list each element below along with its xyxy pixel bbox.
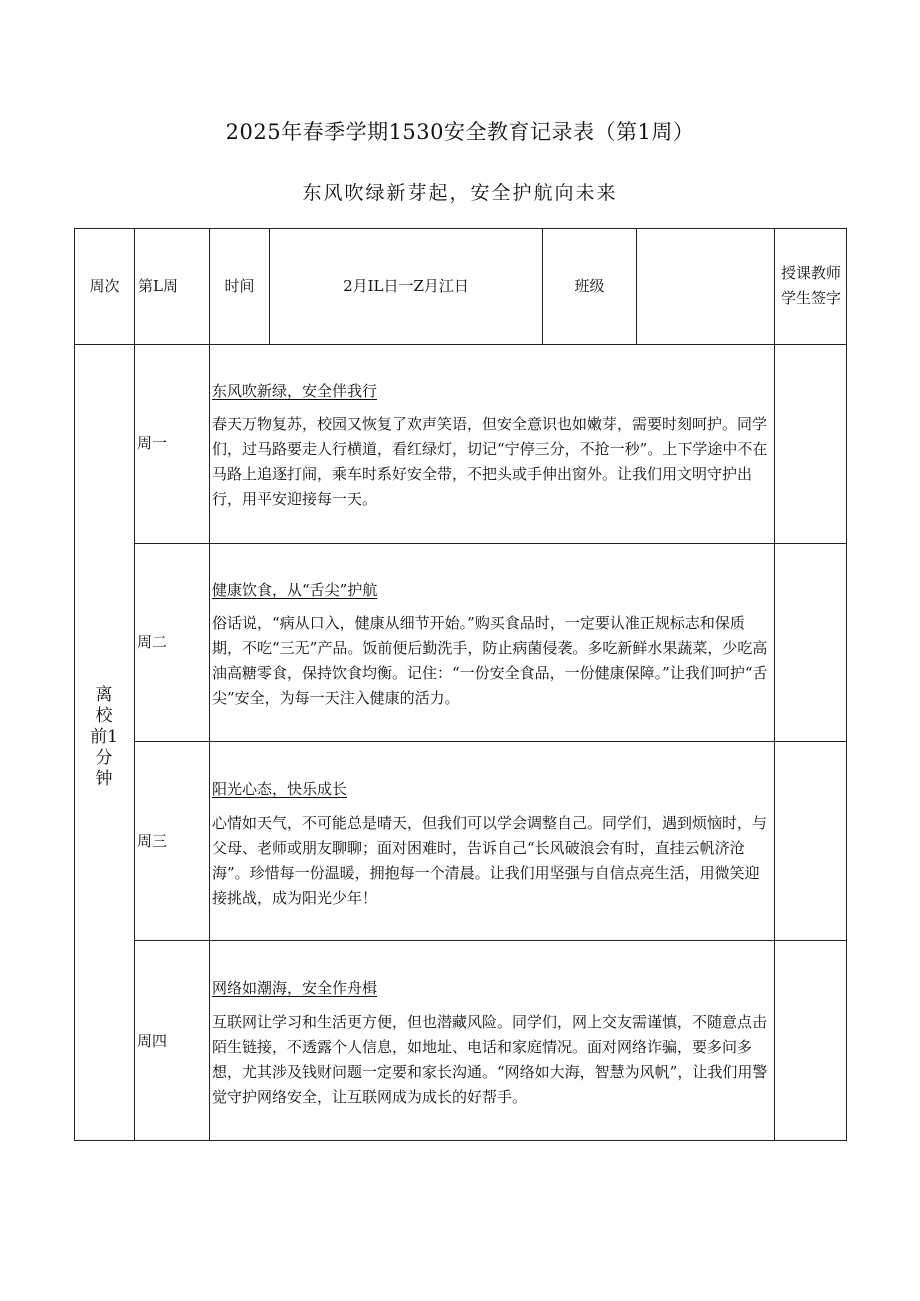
table-border-right [846, 228, 847, 1141]
class-value [637, 229, 774, 344]
time-label: 时间 [224, 277, 255, 295]
header-divider [74, 344, 847, 345]
body-col-line-2 [209, 344, 210, 1141]
class-label: 班级 [574, 277, 605, 295]
document-subtitle: 东风吹绿新芽起，安全护航向未来 [302, 182, 618, 204]
week-value: 第L周 [138, 277, 178, 295]
table-border-bottom [74, 1140, 847, 1141]
content-thu: 互联网让学习和生活更方便，但也潜藏风险。同学们，网上交友需谨慎，不随意点击陌生链接，不透露个人信息，如地址、电话和家庭情况。面对网络诈骗，要多问多想，尤其涉及钱财问题一定要和家长沟通。“网络如大海，智慧为风帆”，让我们用警觉守护网络安全，让互联网成为成长的好帮手。 [212, 1013, 768, 1106]
signature-label-teacher: 授课教师 [780, 264, 841, 282]
signature-cell-wed[interactable] [775, 742, 846, 940]
topic-mon: 东风吹新绿，安全伴我行 [212, 382, 378, 400]
day-label-wed: 周三 [137, 832, 168, 850]
topic-wed: 阳光心态，快乐成长 [212, 780, 348, 798]
section-label: 离校前1分钟 [90, 685, 118, 789]
signature-cell-thu[interactable] [775, 941, 846, 1140]
record-table [74, 228, 847, 1141]
signature-cell-tue[interactable] [775, 544, 846, 741]
week-label: 周次 [89, 277, 120, 295]
day-label-mon: 周一 [137, 434, 168, 452]
signature-header [775, 261, 847, 311]
row-divider-2 [134, 741, 847, 742]
body-col-line-1 [134, 344, 135, 1141]
table-border-left [74, 228, 75, 1141]
signature-label-student: 学生签字 [780, 289, 841, 307]
document-title: 2025年春季学期1530安全教育记录表（第1周） [225, 120, 695, 144]
day-label-tue: 周二 [137, 633, 168, 651]
content-mon: 春天万物复苏，校园又恢复了欢声笑语，但安全意识也如嫩芽，需要时刻呵护。同学们，过马路要走人行横道，看红绿灯，切记“宁停三分，不抢一秒”。上下学途中不在马路上追逐打闹，乘车时系好安全带，不把头或手伸出窗外。让我们用文明守护出行，用平安迎接每一天。 [212, 415, 768, 508]
content-wed: 心情如天气，不可能总是晴天，但我们可以学会调整自己。同学们，遇到烦恼时，与父母、老师或朋友聊聊；面对困难时，告诉自己“长风破浪会有时，直挂云帆济沧海”。珍惜每一份温暖，拥抱每一个清晨。让我们用坚强与自信点亮生活，用微笑迎接挑战，成为阳光少年！ [212, 814, 768, 907]
topic-thu: 网络如潮海，安全作舟楫 [212, 979, 378, 997]
day-label-thu: 周四 [137, 1032, 168, 1050]
topic-tue: 健康饮食，从“舌尖”护航 [212, 581, 378, 599]
content-tue: 俗话说，“病从口入，健康从细节开始。”购买食品时，一定要认准正规标志和保质期，不吃“三无”产品。饭前便后勤洗手，防止病菌侵袭。多吃新鲜水果蔬菜，少吃高油高糖零食，保持饮食均衡。记住：“一份安全食品，一份健康保障。”让我们呵护“舌尖”安全，为每一天注入健康的活力。 [212, 614, 768, 707]
header-col-line-1 [134, 228, 135, 344]
row-divider-1 [134, 543, 847, 544]
signature-cell-mon[interactable] [775, 345, 846, 543]
time-value: 2月IL日一Z月江日 [343, 277, 469, 295]
row-divider-3 [134, 940, 847, 941]
